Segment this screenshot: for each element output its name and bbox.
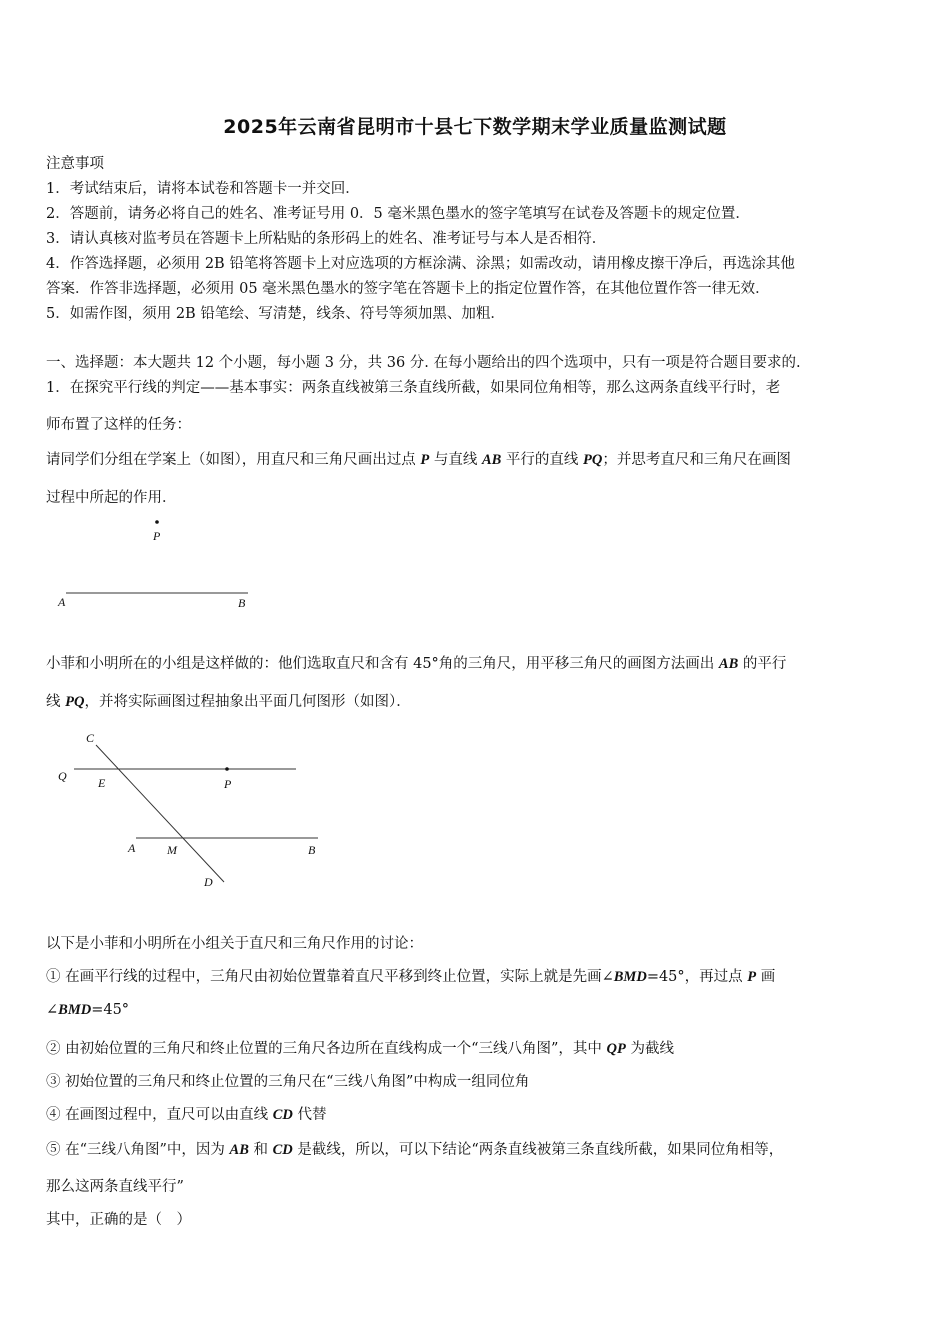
statement-3: ③ 初始位置的三角尺和终止位置的三角尺在“三线八角图”中构成一组同位角 — [46, 1074, 530, 1090]
notice-item: 4．作答选择题，必须用 2B 铅笔将答题卡上对应选项的方框涂满、涂黑；如需改动，请用橡皮擦干净后，再选涂其他 — [46, 256, 795, 272]
math-var: P — [420, 452, 430, 468]
label-m: M — [167, 843, 177, 857]
text: 请同学们分组在学案上（如图），用直尺和三角尺画出过点 — [46, 452, 421, 468]
section-heading: 一、选择题：本大题共 12 个小题，每小题 3 分，共 36 分. 在每小题给出的四个选项中，只有一项是符合题目要求的. — [46, 355, 801, 371]
text: 画 — [756, 969, 776, 985]
label-b: B — [308, 843, 316, 857]
text: ；并思考直尺和三角尺在画图 — [602, 452, 791, 468]
statement-1 — [46, 965, 775, 986]
figure-2 — [46, 725, 336, 900]
notice-heading: 注意事项 — [46, 156, 104, 172]
statement-2 — [46, 1037, 674, 1058]
text: 是截线，所以，可以下结论“两条直线被第三条直线所截，如果同位角相等， — [292, 1142, 784, 1158]
line-cd — [96, 745, 224, 882]
label-a: A — [128, 841, 136, 855]
text: =45° — [91, 1002, 130, 1018]
page-title: 2025年云南省昆明市十县七下数学期末学业质量监测试题 — [223, 116, 727, 138]
label-p: P — [224, 777, 232, 791]
question-prompt: 其中，正确的是（ ） — [46, 1212, 191, 1228]
q1-task-line2: 过程中所起的作用． — [46, 490, 177, 506]
text: 线 — [46, 694, 66, 710]
math-var: AB — [229, 1142, 249, 1158]
label-a: A — [58, 595, 66, 609]
text: ∠ — [46, 1002, 59, 1018]
notice-item: 5．如需作图，须用 2B 铅笔绘、写清楚，线条、符号等须加黑、加粗． — [46, 306, 505, 322]
math-var: BMD — [58, 1002, 92, 1018]
text: 和 — [248, 1142, 273, 1158]
statement-4 — [46, 1103, 326, 1124]
math-var: PQ — [583, 452, 603, 468]
text: 的平行 — [738, 656, 787, 672]
text: 代替 — [292, 1107, 327, 1123]
math-var: P — [747, 969, 757, 985]
text: ② 由初始位置的三角尺和终止位置的三角尺各边所在直线构成一个“三线八角图”，其中 — [46, 1041, 607, 1057]
q1-stem-line1: 1．在探究平行线的判定——基本事实：两条直线被第三条直线所截，如果同位角相等，那么这两条直线平行时，老 — [46, 380, 781, 396]
notice-item: 1．考试结束后，请将本试卷和答题卡一并交回． — [46, 181, 360, 197]
text: 小菲和小明所在的小组是这样做的：他们选取直尺和含有 45°角的三角尺，用平移三角尺的画图方法画出 — [46, 656, 719, 672]
math-var: QP — [606, 1041, 626, 1057]
text: ，并将实际画图过程抽象出平面几何图形（如图）． — [84, 694, 411, 710]
label-b: B — [238, 596, 246, 610]
label-e: E — [98, 776, 106, 790]
text: ⑤ 在“三线八角图”中，因为 — [46, 1142, 230, 1158]
statement-5-cont: 那么这两条直线平行” — [46, 1179, 184, 1195]
text: ④ 在画图过程中，直尺可以由直线 — [46, 1107, 273, 1123]
text: 为截线 — [625, 1041, 674, 1057]
label-p: P — [153, 529, 161, 543]
notice-item: 3．请认真核对监考员在答题卡上所粘贴的条形码上的姓名、准考证号与本人是否相符． — [46, 231, 607, 247]
q1-stem-line2: 师布置了这样的任务： — [46, 417, 191, 433]
text: 平行的直线 — [501, 452, 583, 468]
label-d: D — [204, 875, 213, 889]
statement-1-cont — [46, 1002, 129, 1019]
label-c: C — [86, 731, 95, 745]
text: =45°，再过点 — [646, 969, 748, 985]
q1-group-line1 — [46, 652, 786, 673]
q1-discussion-intro: 以下是小菲和小明所在小组关于直尺和三角尺作用的讨论： — [46, 936, 423, 952]
notice-item: 答案．作答非选择题，必须用 05 毫米黑色墨水的签字笔在答题卡上的指定位置作答，在其他位置作答一律无效． — [46, 281, 770, 297]
figure-1 — [46, 510, 276, 615]
math-var: AB — [718, 656, 739, 672]
text: ① 在画平行线的过程中，三角尺由初始位置靠着直尺平移到终止位置，实际上就是先画∠ — [46, 969, 614, 985]
notice-item: 2．答题前，请务必将自己的姓名、准考证号用 0．5 毫米黑色墨水的签字笔填写在试卷及答题卡的规定位置． — [46, 206, 750, 222]
point-p — [155, 520, 159, 524]
statement-5 — [46, 1138, 783, 1159]
math-var: BMD — [613, 969, 647, 985]
text: 与直线 — [429, 452, 482, 468]
label-q: Q — [58, 769, 67, 783]
q1-group-line2 — [46, 690, 411, 711]
point-p — [225, 767, 229, 771]
math-var: AB — [481, 452, 502, 468]
math-var: CD — [272, 1142, 293, 1158]
q1-task-line1 — [46, 448, 791, 469]
math-var: CD — [272, 1107, 293, 1123]
math-var: PQ — [65, 694, 85, 710]
